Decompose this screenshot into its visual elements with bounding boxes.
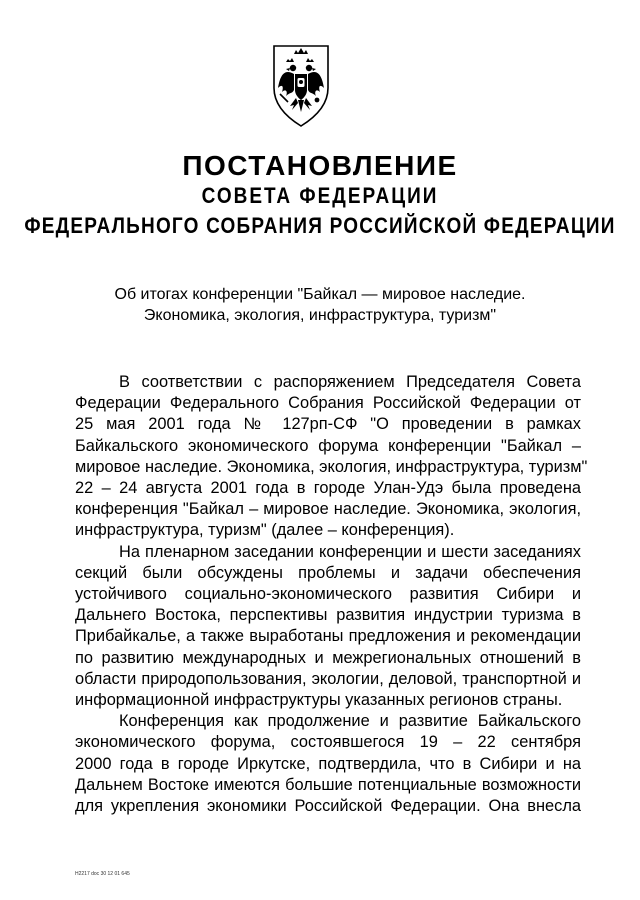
text-line: устойчивого социально-экономического развития Сибири и — [75, 585, 581, 604]
text-line: В соответствии с распоряжением Председателя Совета — [119, 373, 581, 391]
paragraph — [75, 372, 588, 542]
text-line: 25 мая 2001 года № 127рп-СФ "О проведении в рамках — [75, 415, 581, 434]
text-line: Дальнего Востока, перспективы развития индустрии туризма в — [75, 606, 581, 625]
text-line: Байкальского экономического форума конференции "Байкал – — [75, 436, 581, 455]
text-line: по развитию международных и межрегиональных отношений в — [75, 648, 581, 667]
text-line: Конференция как продолжение и развитие Байкальского — [119, 712, 581, 731]
text-line: мировое наследие. Экономика, экология, инфраструктура, туризм" — [75, 457, 588, 476]
text-line: конференция "Байкал – мировое наследие. Экономика, экология, — [75, 500, 581, 519]
paragraph — [75, 542, 581, 712]
text-line: 22 – 24 августа 2001 года в городе Улан-Удэ была проведена — [75, 479, 581, 498]
text-line: области природопользования, экологии, деловой, транспортной и — [75, 669, 581, 688]
subject-line: Экономика, экология, инфраструктура, туризм" — [143, 307, 497, 324]
document-body — [75, 372, 588, 817]
text-line: Прибайкалье, а также выработаны предложения и рекомендации — [75, 627, 581, 646]
text-line: инфраструктура, туризм" (далее – конференция). — [75, 521, 455, 540]
text-line: экономического форума, состоявшегося 19 – 22 сентября — [75, 733, 581, 752]
document-footer-code: Н2217 doc 30 12 01 645 — [75, 871, 130, 877]
text-line: На пленарном заседании конференции и шести заседаниях — [119, 542, 581, 561]
text-line: для укрепления экономики Российской Федерации. Она внесла — [75, 797, 581, 816]
text-line: информационной инфраструктуры указанных регионов страны. — [75, 691, 563, 710]
coat-of-arms-icon — [270, 40, 332, 128]
text-line: 2000 года в городе Иркутске, подтвердила, что в Сибири и на — [75, 754, 581, 773]
text-line: Федерации Федерального Собрания Российской Федерации от — [75, 394, 581, 413]
subject-line: Об итогах конференции "Байкал — мировое наследие. — [114, 286, 526, 303]
document-title: ПОСТАНОВЛЕНИЕ — [182, 150, 458, 181]
document-subject — [60, 284, 580, 326]
issuer-line: СОВЕТА ФЕДЕРАЦИИ — [201, 184, 439, 209]
issuer-line-2: ФЕДЕРАЛЬНОГО СОБРАНИЯ РОССИЙСКОЙ ФЕДЕРАЦИИ — [24, 214, 616, 239]
text-line: секций были обсуждены проблемы и задачи обеспечения — [75, 563, 581, 582]
paragraph — [75, 711, 581, 817]
text-line: Дальнем Востоке имеются большие потенциальные возможности — [75, 775, 581, 794]
